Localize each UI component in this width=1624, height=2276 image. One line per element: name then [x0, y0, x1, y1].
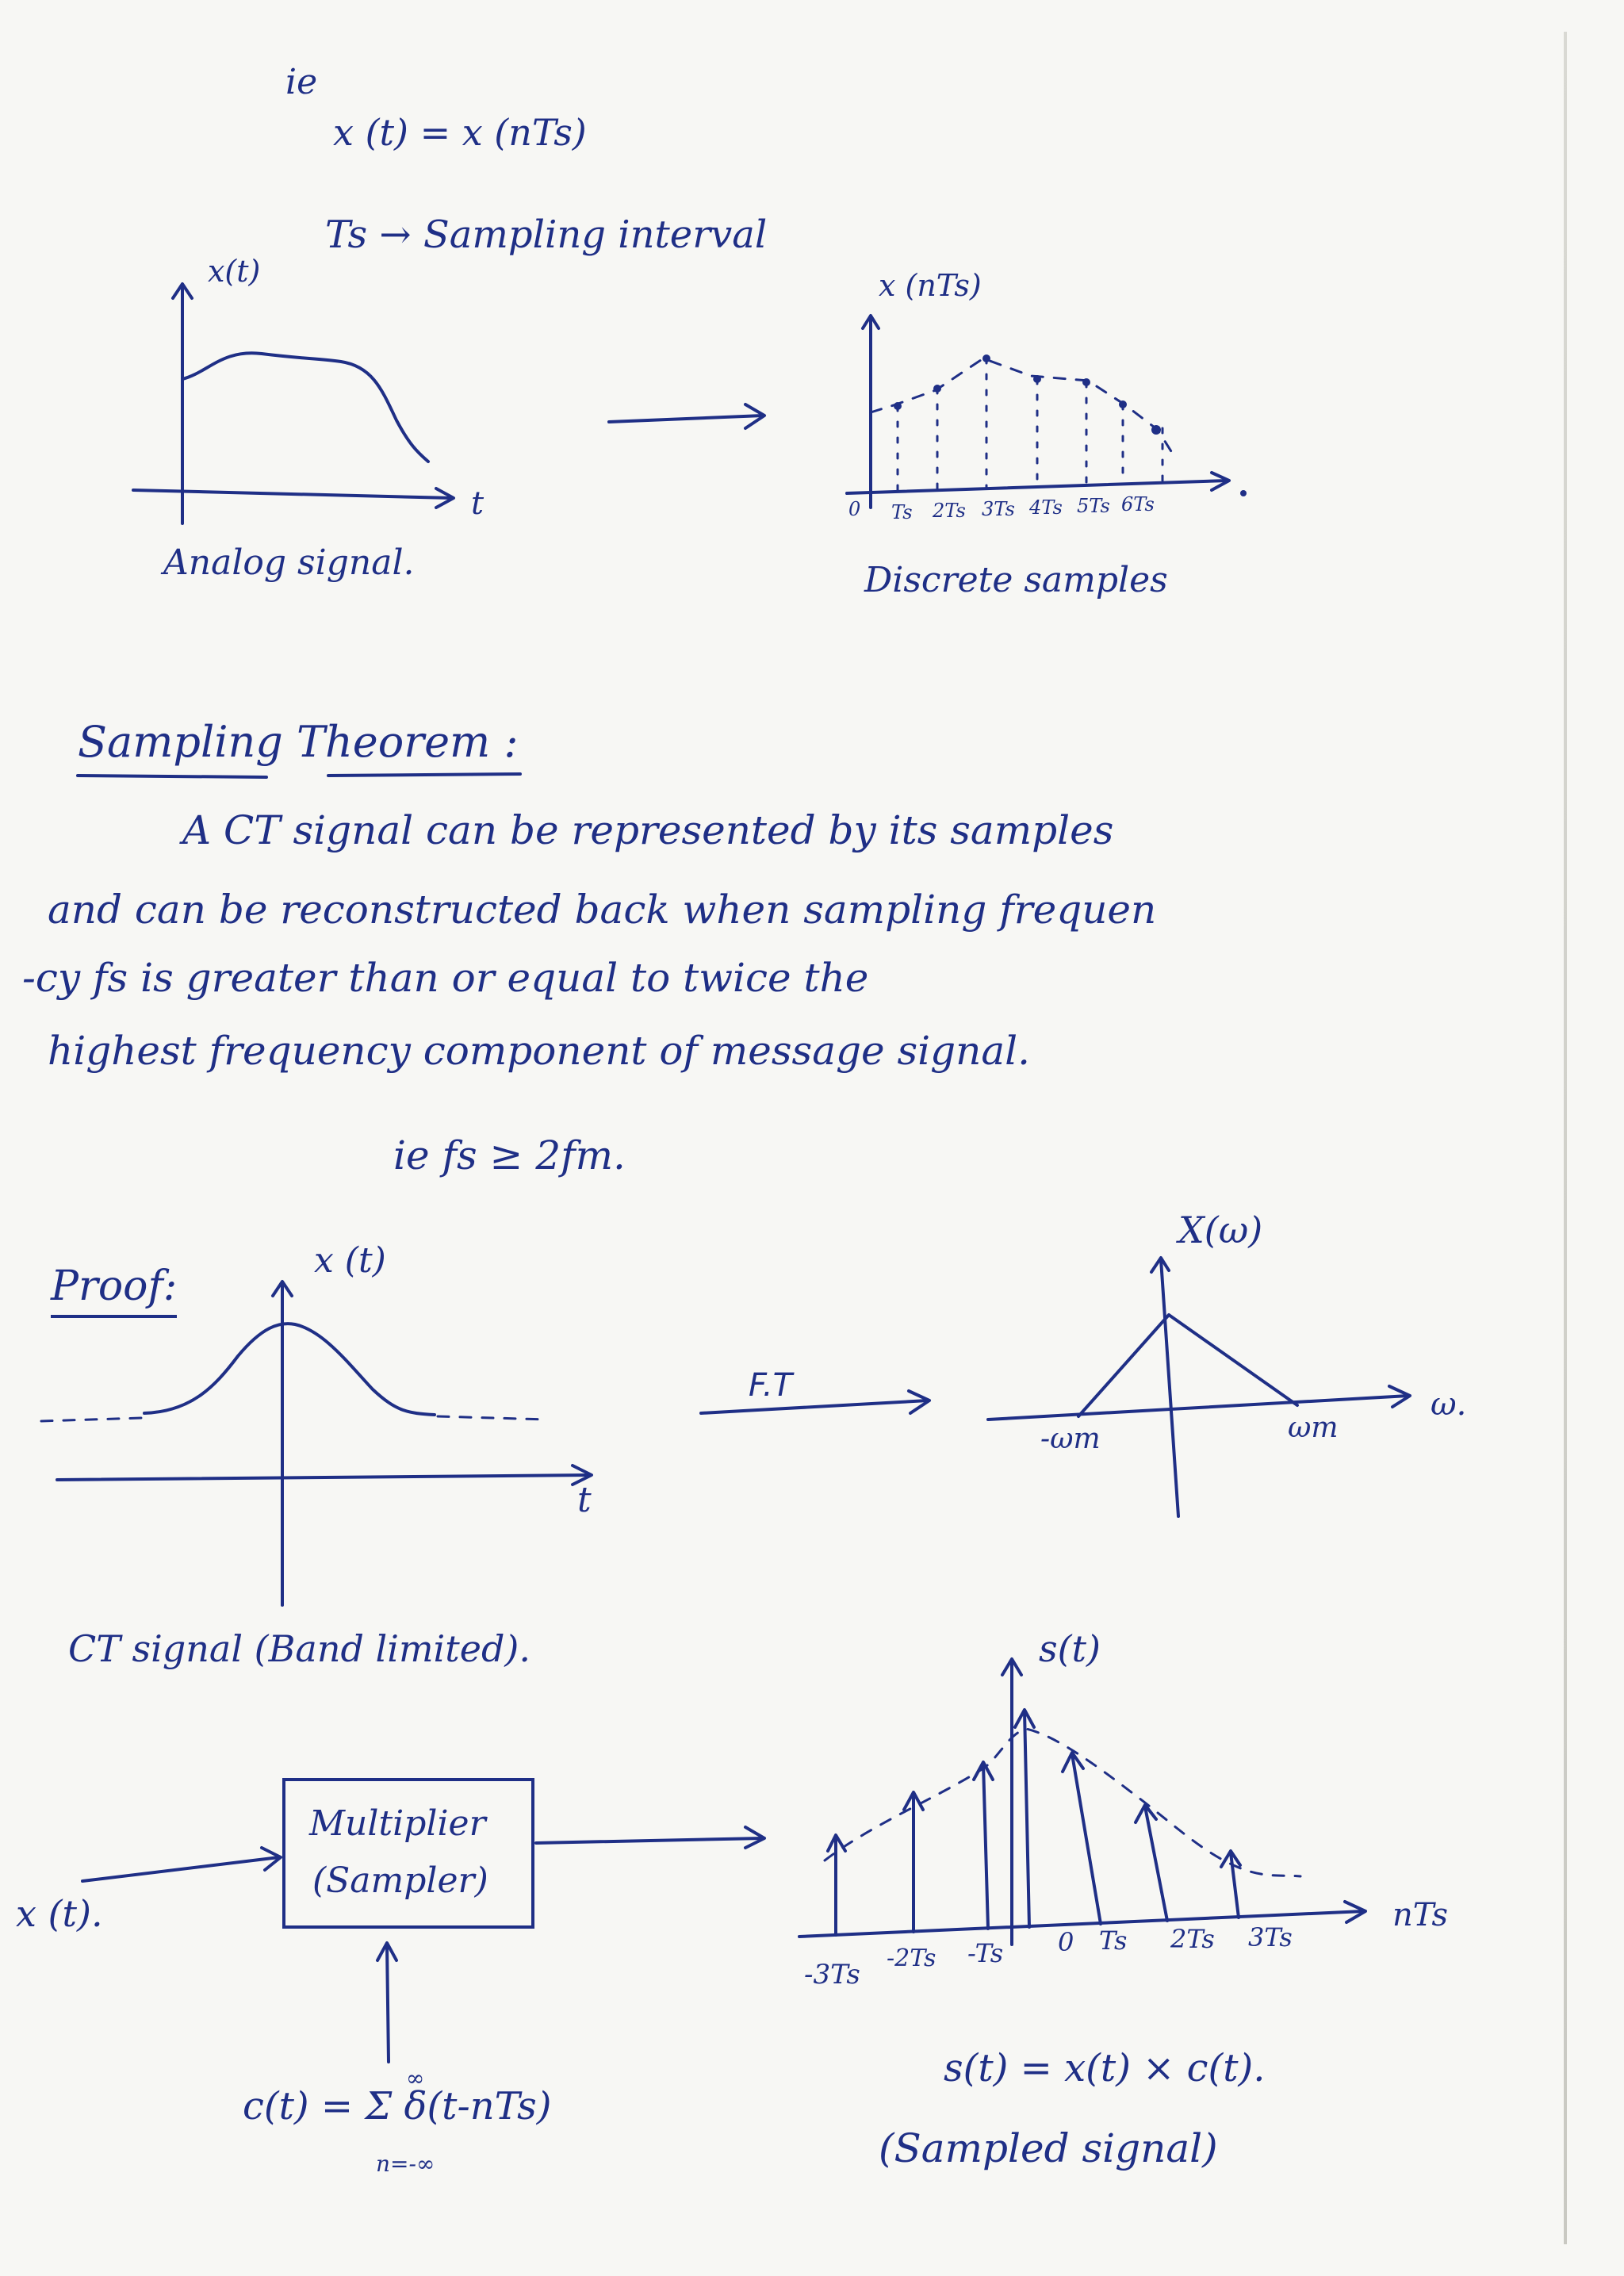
fourier-transform-arrow: [701, 1391, 929, 1413]
ie-label: ie: [285, 62, 318, 102]
comb-input-arrow: [387, 1945, 389, 2062]
sampled-tick-2ts: 2Ts: [1170, 1924, 1215, 1954]
sampler-input-label: x (t).: [16, 1892, 103, 1935]
multiplier-label: Multiplier: [309, 1803, 486, 1844]
pulse-tail-right: [438, 1416, 547, 1420]
triangular-spectrum: [1078, 1315, 1297, 1416]
proof-time-xlabel: t: [577, 1480, 592, 1520]
discrete-tick-2ts: 2Ts: [933, 500, 966, 522]
proof-heading: Proof:: [51, 1263, 177, 1318]
freq-y-axis: [1161, 1259, 1178, 1516]
sampled-tick-3ts: 3Ts: [1248, 1922, 1293, 1952]
analog-waveform: [182, 353, 428, 462]
axis-dot: [1240, 490, 1247, 496]
spectrum-pos-tick: ωm: [1288, 1412, 1339, 1444]
theorem-line-2: and can be reconstructed back when sampling frequen: [48, 887, 1157, 933]
sampled-ylabel: s(t): [1039, 1627, 1101, 1670]
heading-underline-1: [78, 776, 266, 777]
conversion-arrow: [609, 404, 764, 428]
discrete-tick-ts: Ts: [891, 501, 913, 523]
multiplier-box: [282, 1778, 534, 1929]
pulse-tail-left: [41, 1418, 141, 1421]
signal-caption: CT signal (Band limited).: [68, 1627, 530, 1670]
discrete-x-axis: [847, 481, 1228, 493]
sampling-equation: x (t) = x (nTs): [333, 111, 587, 154]
ts-definition: Ts → Sampling interval: [325, 213, 768, 257]
ft-label: F.T: [749, 1367, 792, 1404]
proof-time-ylabel: x (t): [314, 1240, 386, 1281]
sum-upper-limit: ∞: [406, 2065, 425, 2091]
theorem-condition: ie fs ≥ 2fm.: [393, 1132, 626, 1178]
analog-xlabel: t: [471, 485, 485, 522]
impulse-zero: [1025, 1711, 1029, 1927]
band-limited-pulse: [144, 1324, 435, 1415]
comb-equation: c(t) = Σ δ(t-nTs): [243, 2084, 552, 2128]
spectrum-ylabel: X(ω): [1178, 1209, 1263, 1251]
theorem-heading: Sampling Theorem :: [78, 717, 519, 767]
discrete-tick-6ts: 6Ts: [1121, 493, 1155, 515]
analog-caption: Analog signal.: [163, 542, 415, 583]
impulse-2ts: [1145, 1807, 1167, 1921]
sampled-caption: (Sampled signal): [879, 2125, 1218, 2171]
sampled-signal-plot: [799, 1659, 1365, 1945]
proof-time-plot: [41, 1282, 592, 1605]
output-arrow: [536, 1838, 763, 1843]
discrete-caption: Discrete samples: [864, 560, 1168, 600]
input-arrow: [82, 1857, 279, 1881]
sampled-tick-minus-3ts: -3Ts: [804, 1959, 860, 1991]
sampled-tick-ts: Ts: [1099, 1925, 1128, 1956]
analog-signal-plot: [133, 284, 454, 523]
spectrum-xlabel: ω.: [1431, 1386, 1467, 1423]
sampled-xlabel: nTs: [1392, 1897, 1449, 1933]
time-x-axis: [57, 1475, 590, 1480]
sampled-equation: s(t) = x(t) × c(t).: [944, 2046, 1266, 2090]
discrete-tick-4ts: 4Ts: [1029, 496, 1063, 519]
heading-underline-2: [328, 774, 520, 776]
discrete-tick-0: 0: [848, 498, 861, 520]
discrete-samples-plot: [847, 316, 1247, 508]
discrete-tick-3ts: 3Ts: [982, 498, 1015, 520]
discrete-ylabel: x (nTs): [879, 268, 982, 303]
sampled-tick-minus-2ts: -2Ts: [887, 1945, 936, 1972]
impulse-ts: [1072, 1754, 1101, 1924]
spectrum-plot: [988, 1258, 1410, 1516]
impulse-minus-ts: [983, 1764, 988, 1929]
freq-x-axis: [988, 1396, 1408, 1420]
discrete-tick-5ts: 5Ts: [1077, 495, 1110, 517]
analog-ylabel: x(t): [208, 254, 261, 289]
sum-lower-limit: n=-∞: [376, 2151, 435, 2177]
theorem-line-3: -cy fs is greater than or equal to twice the: [22, 955, 869, 1001]
sampled-tick-minus-ts: -Ts: [967, 1938, 1004, 1968]
theorem-line-4: highest frequency component of message signal.: [48, 1028, 1031, 1074]
sampler-label: (Sampler): [312, 1860, 488, 1901]
theorem-line-1: A CT signal can be represented by its samples: [182, 807, 1114, 853]
sampled-tick-0: 0: [1058, 1927, 1074, 1957]
sample-envelope: [871, 358, 1174, 455]
spectrum-neg-tick: -ωm: [1040, 1423, 1101, 1455]
